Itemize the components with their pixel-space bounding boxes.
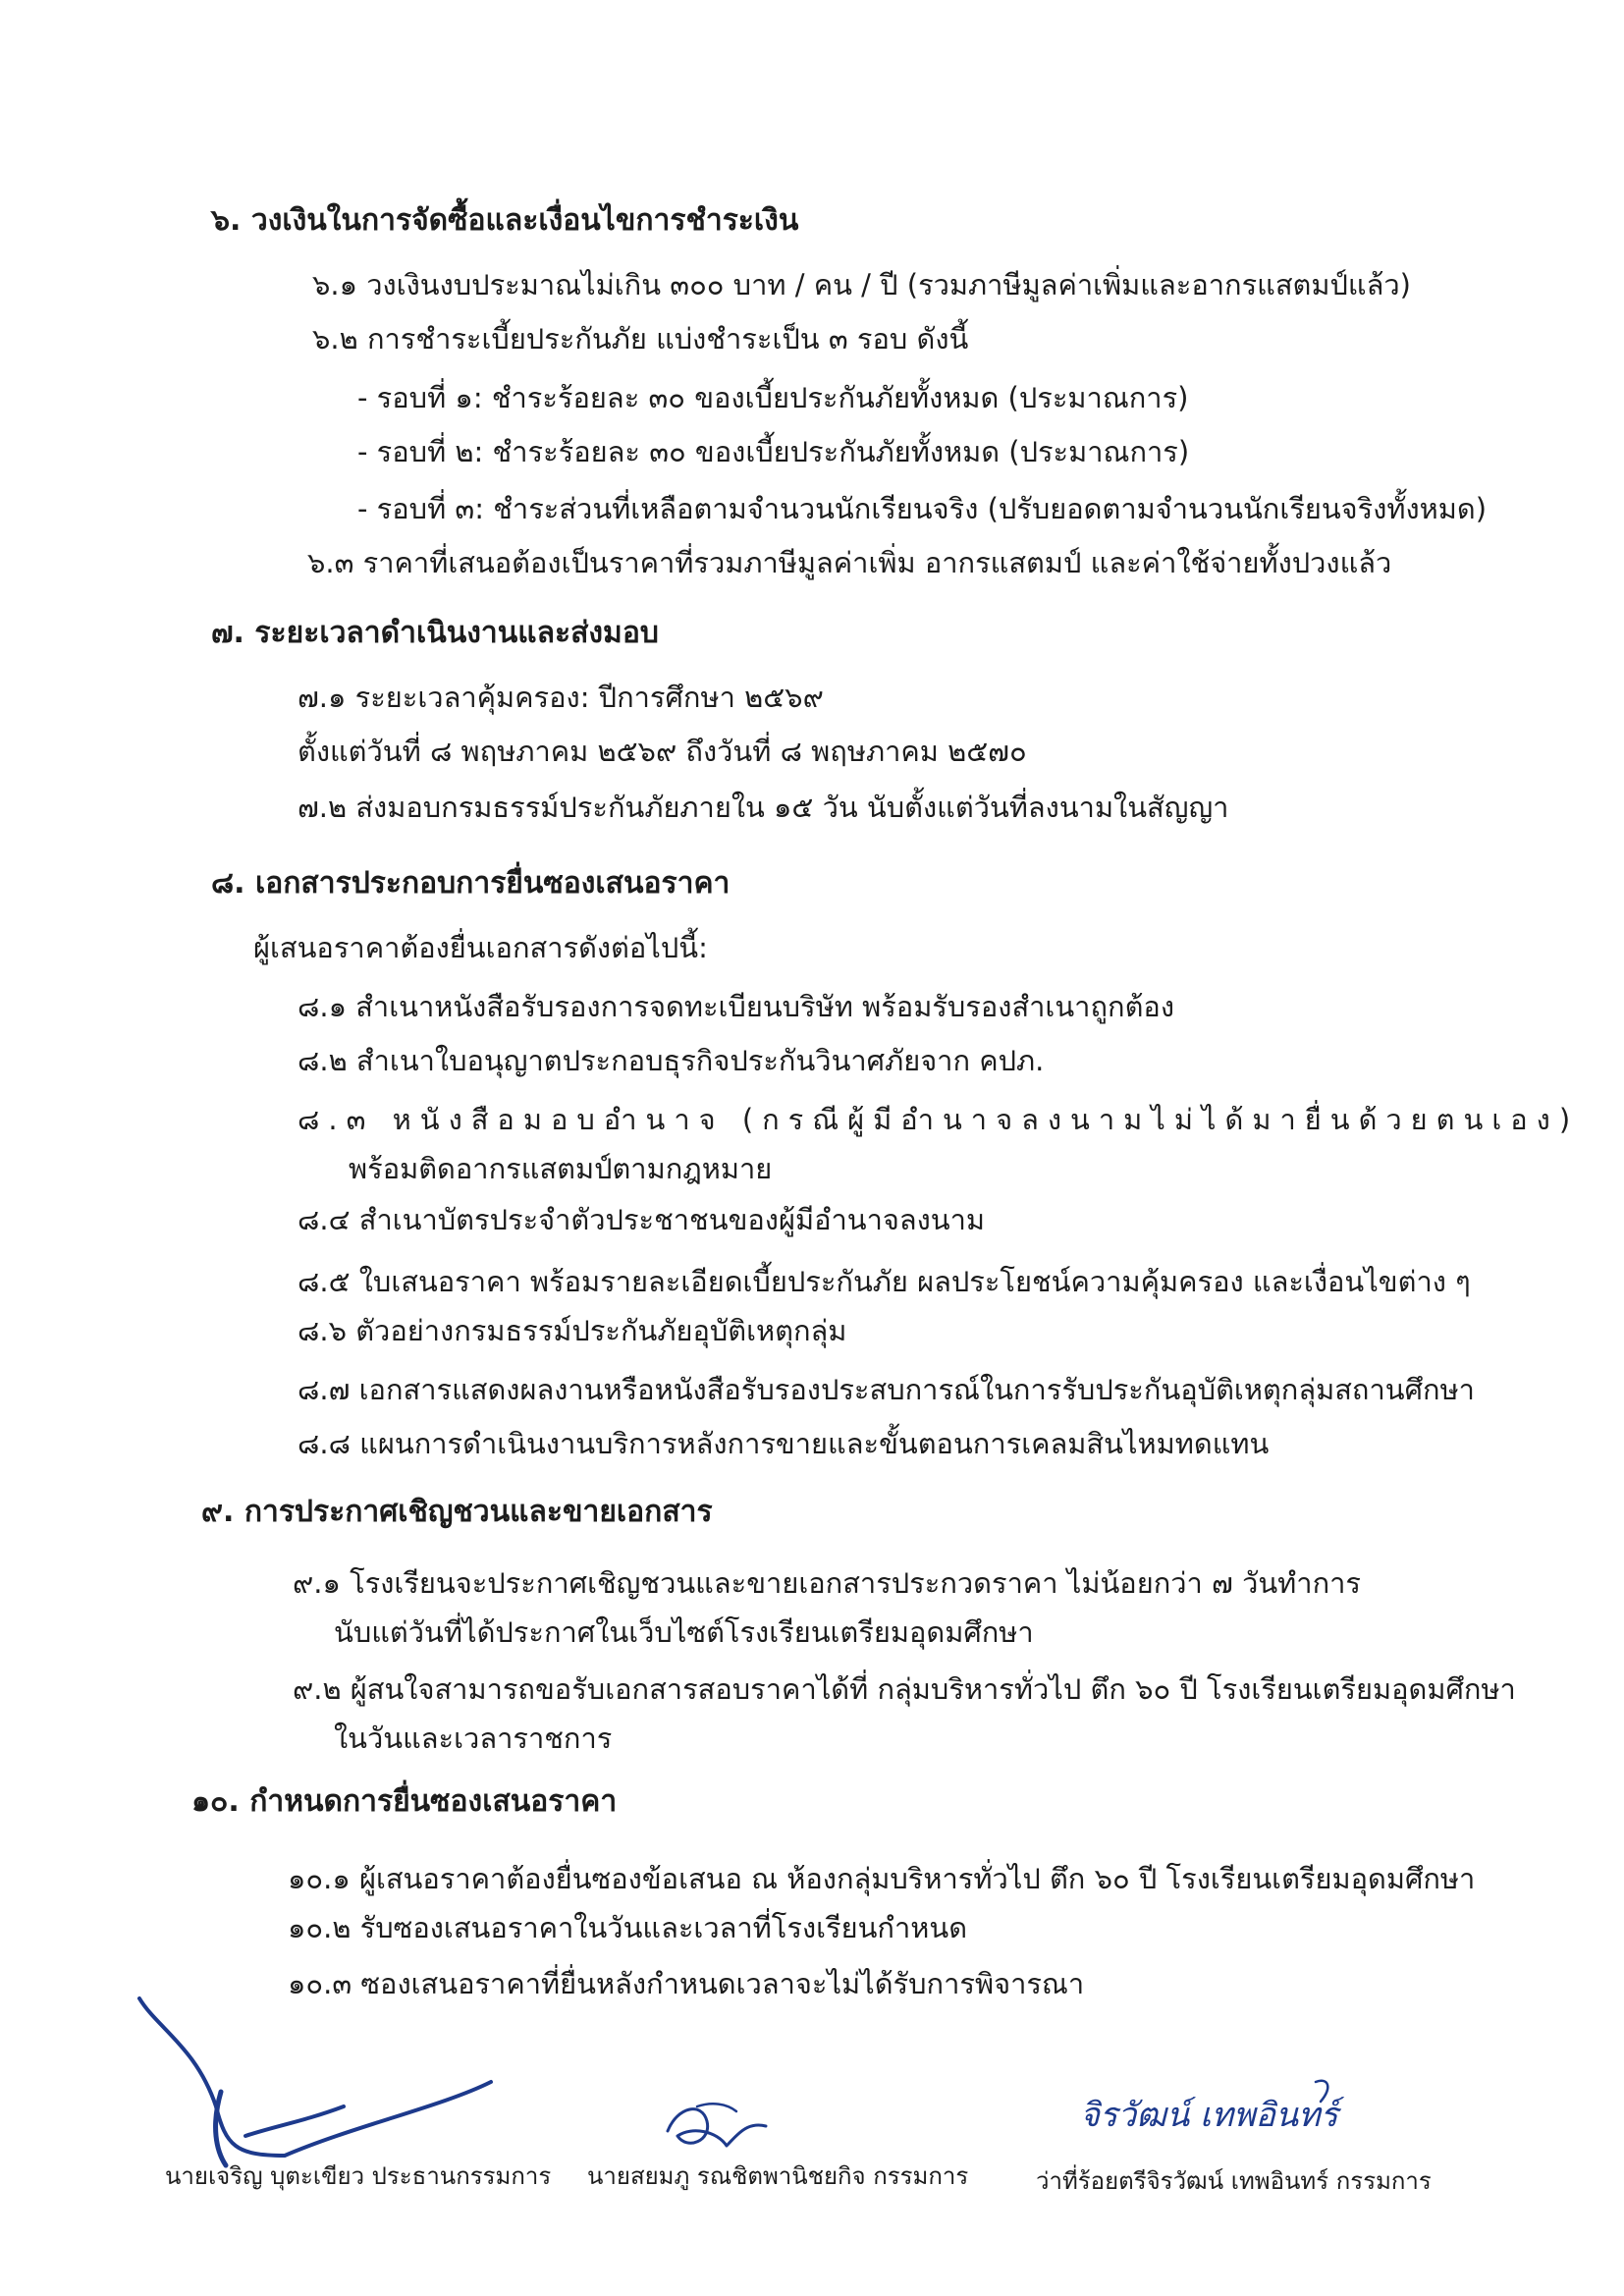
section-8-item-3: ๘.๓ หนังสือมอบอำนาจ (กรณีผู้มีอำนาจลงนามไม่ได้มายื่นด้วยตนเอง) xyxy=(298,1103,1580,1136)
section-10-heading: ๑๐. กำหนดการยื่นซองเสนอราคา xyxy=(191,1784,618,1819)
section-8-item-5: ๘.๕ ใบเสนอราคา พร้อมรายละเอียดเบี้ยประกันภัย ผลประโยชน์ความคุ้มครอง และเงื่อนไขต่าง ๆ xyxy=(298,1265,1471,1298)
signature-1-caption: นายเจริญ บุตะเขียว ประธานกรรมการ xyxy=(165,2162,552,2190)
section-6-item-3: ๖.๓ ราคาที่เสนอต้องเป็นราคาที่รวมภาษีมูลค่าเพิ่ม อากรแสตมป์ และค่าใช้จ่ายทั้งปวงแล้ว xyxy=(307,546,1392,579)
section-6-round-3: - รอบที่ ๓: ชำระส่วนที่เหลือตามจำนวนนักเรียนจริง (ปรับยอดตามจำนวนนักเรียนจริงทั้งหมด) xyxy=(357,492,1488,525)
section-7-item-1-dates: ตั้งแต่วันที่ ๘ พฤษภาคม ๒๕๖๙ ถึงวันที่ ๘ พฤษภาคม ๒๕๗๐ xyxy=(298,735,1027,768)
section-9-item-2-cont: ในวันและเวลาราชการ xyxy=(334,1722,613,1755)
section-8-item-1: ๘.๑ สำเนาหนังสือรับรองการจดทะเบียนบริษัท พร้อมรับรองสำเนาถูกต้อง xyxy=(298,990,1174,1023)
section-7-item-2: ๗.๒ ส่งมอบกรมธรรม์ประกันภัยภายใน ๑๕ วัน นับตั้งแต่วันที่ลงนามในสัญญา xyxy=(298,791,1229,824)
section-8-item-3-cont: พร้อมติดอากรแสตมป์ตามกฎหมาย xyxy=(349,1152,773,1185)
section-8-item-2: ๘.๒ สำเนาใบอนุญาตประกอบธุรกิจประกันวินาศภัยจาก คปภ. xyxy=(298,1044,1045,1077)
signature-2-handwriting xyxy=(658,2092,776,2170)
section-6-item-1: ๖.๑ วงเงินงบประมาณไม่เกิน ๓๐๐ บาท / คน / ปี (รวมภาษีมูลค่าเพิ่มและอากรแสตมป์แล้ว) xyxy=(312,268,1411,301)
section-6-heading: ๖. วงเงินในการจัดซื้อและเงื่อนไขการชำระเงิน xyxy=(211,203,799,238)
section-7-item-1: ๗.๑ ระยะเวลาคุ้มครอง: ปีการศึกษา ๒๕๖๙ xyxy=(298,681,824,714)
section-10-item-3: ๑๐.๓ ซองเสนอราคาที่ยื่นหลังกำหนดเวลาจะไม่ได้รับการพิจารณา xyxy=(288,1967,1085,2000)
section-8-intro: ผู้เสนอราคาต้องยื่นเอกสารดังต่อไปนี้: xyxy=(253,931,708,964)
section-9-item-1-cont: นับแต่วันที่ได้ประกาศในเว็บไซต์โรงเรียนเตรียมอุดมศึกษา xyxy=(334,1615,1034,1649)
section-6-round-1: - รอบที่ ๑: ชำระร้อยละ ๓๐ ของเบี้ยประกันภัยทั้งหมด (ประมาณการ) xyxy=(357,381,1189,414)
signature-2-caption: นายสยมภู รณชิตพานิชยกิจ กรรมการ xyxy=(587,2162,969,2190)
signature-3-handwritten-name: จิรวัฒน์ เทพอินทร์ xyxy=(1080,2096,1338,2135)
section-10-item-2: ๑๐.๒ รับซองเสนอราคาในวันและเวลาที่โรงเรียนกำหนด xyxy=(288,1911,968,1944)
section-8-item-7: ๘.๗ เอกสารแสดงผลงานหรือหนังสือรับรองประสบการณ์ในการรับประกันอุบัติเหตุกลุ่มสถานศึกษา xyxy=(298,1373,1475,1406)
section-8-item-4: ๘.๔ สำเนาบัตรประจำตัวประชาชนของผู้มีอำนาจลงนาม xyxy=(298,1203,986,1236)
section-8-item-6: ๘.๖ ตัวอย่างกรมธรรม์ประกันภัยอุบัติเหตุกลุ่ม xyxy=(298,1314,847,1347)
signature-3-handwriting xyxy=(1070,2072,1365,2151)
signature-3-caption: ว่าที่ร้อยตรีจิรวัฒน์ เทพอินทร์ กรรมการ xyxy=(1036,2167,1432,2195)
section-8-heading: ๘. เอกสารประกอบการยื่นซองเสนอราคา xyxy=(211,866,731,901)
section-6-item-2: ๖.๒ การชำระเบี้ยประกันภัย แบ่งชำระเป็น ๓ รอบ ดังนี้ xyxy=(312,322,969,355)
section-8-item-8: ๘.๘ แผนการดำเนินงานบริการหลังการขายและขั้นตอนการเคลมสินไหมทดแทน xyxy=(298,1427,1270,1460)
section-7-heading: ๗. ระยะเวลาดำเนินงานและส่งมอบ xyxy=(211,616,659,650)
section-9-heading: ๙. การประกาศเชิญชวนและขายเอกสาร xyxy=(201,1495,713,1529)
signature-1-handwriting xyxy=(128,1989,501,2185)
section-10-item-1: ๑๐.๑ ผู้เสนอราคาต้องยื่นซองข้อเสนอ ณ ห้องกลุ่มบริหารทั่วไป ตึก ๖๐ ปี โรงเรียนเตรียมอุดมศึกษา xyxy=(288,1862,1476,1895)
section-9-item-2: ๙.๒ ผู้สนใจสามารถขอรับเอกสารสอบราคาได้ที่ กลุ่มบริหารทั่วไป ตึก ๖๐ ปี โรงเรียนเตรียมอุดมศึกษา xyxy=(293,1672,1516,1706)
section-6-round-2: - รอบที่ ๒: ชำระร้อยละ ๓๐ ของเบี้ยประกันภัยทั้งหมด (ประมาณการ) xyxy=(357,435,1190,468)
section-9-item-1: ๙.๑ โรงเรียนจะประกาศเชิญชวนและขายเอกสารประกวดราคา ไม่น้อยกว่า ๗ วันทำการ xyxy=(293,1566,1361,1600)
